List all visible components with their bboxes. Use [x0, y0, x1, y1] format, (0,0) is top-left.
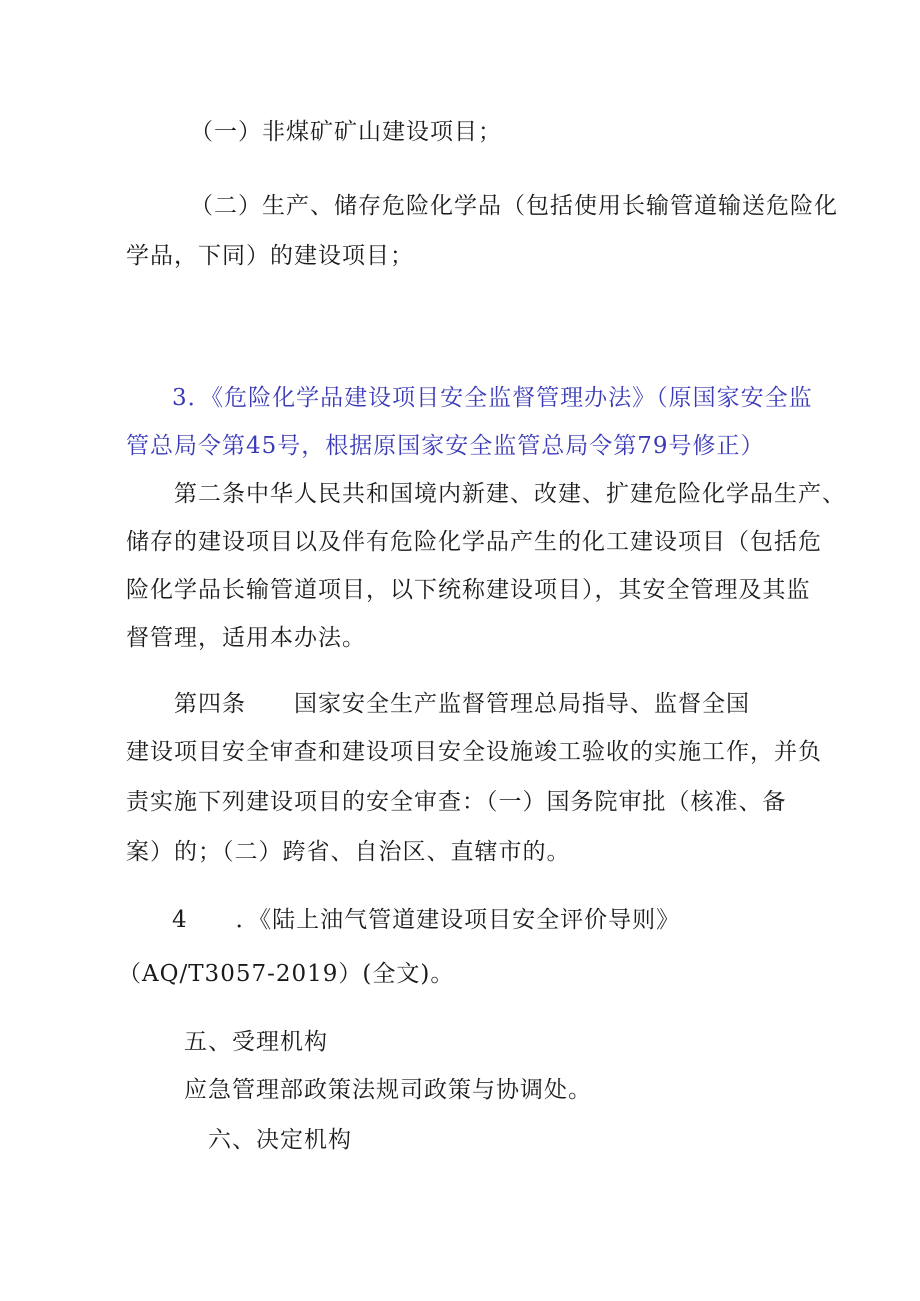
section-heading-accepting-agency: 五、受理机构	[184, 1029, 328, 1055]
article-4-text-2: 责实施下列建设项目的安全审查：（一）国务院审批（核准、备	[126, 789, 787, 815]
article-2-text-cont-1: 储存的建设项目以及伴有危险化学品产生的化工建设项目（包括危	[126, 529, 822, 555]
regulation-link-title-cont[interactable]: 管总局令第45号，根据原国家安全监管总局令第79号修正）	[126, 433, 765, 459]
article-2-text-cont-3: 督管理，适用本办法。	[126, 625, 366, 651]
list-item-hazardous-chemicals: （二）生产、储存危险化学品（包括使用长输管道输送危险化	[190, 193, 838, 219]
list-item-hazardous-chemicals-cont: 学品，下同）的建设项目；	[126, 243, 414, 269]
article-4-heading: 第四条 国家安全生产监督管理总局指导、监督全国	[174, 691, 750, 717]
section-heading-deciding-agency: 六、决定机构	[208, 1127, 352, 1153]
regulation-link-title[interactable]: 3．《危险化学品建设项目安全监督管理办法》（原国家安全监	[172, 385, 813, 411]
article-4-text-3: 案）的；（二）跨省、自治区、直辖市的。	[126, 839, 571, 865]
standard-title: 4 ．《陆上油气管道建设项目安全评价导则》	[172, 907, 681, 933]
standard-code: （AQ/T3057-2019）(全文)。	[118, 961, 455, 987]
accepting-agency-text: 应急管理部政策法规司政策与协调处。	[184, 1077, 592, 1103]
article-2-text-cont-2: 险化学品长输管道项目，以下统称建设项目），其安全管理及其监	[126, 577, 811, 603]
article-2-text: 第二条中华人民共和国境内新建、改建、扩建危险化学品生产、	[174, 481, 846, 507]
list-item-non-coal-mine: （一）非煤矿矿山建设项目；	[190, 119, 502, 145]
article-4-text-1: 建设项目安全审查和建设项目安全设施竣工验收的实施工作，并负	[126, 739, 822, 765]
